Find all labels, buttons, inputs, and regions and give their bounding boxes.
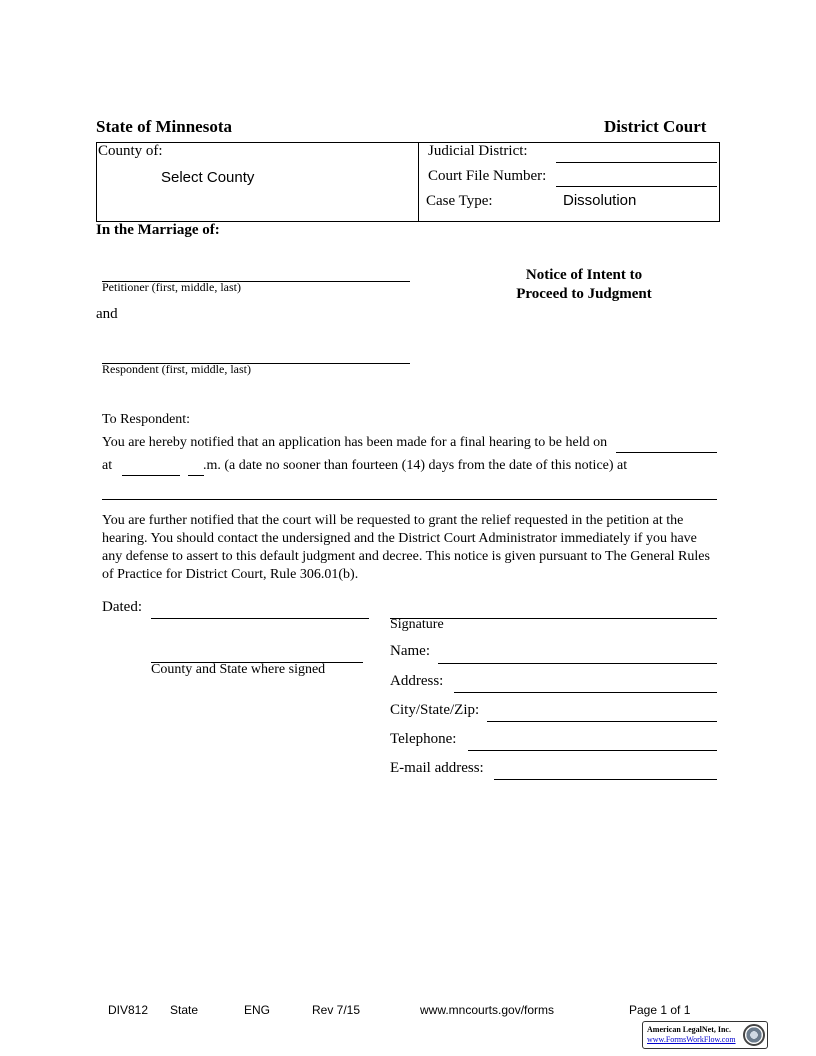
city-state-zip-field[interactable] xyxy=(487,721,717,722)
state-title: State of Minnesota xyxy=(96,117,232,136)
marriage-caption: In the Marriage of: xyxy=(96,222,220,238)
county-label: County of: xyxy=(98,143,163,159)
petitioner-label: Petitioner (first, middle, last) xyxy=(102,280,241,294)
county-state-label: County and State where signed xyxy=(151,662,326,677)
legalnet-logo[interactable] xyxy=(642,1021,768,1049)
notice-line2: .m. (a date no sooner than fourteen (14) days from the date of this notice) at xyxy=(203,458,628,473)
header-divider xyxy=(418,143,419,221)
city-state-zip-label: City/State/Zip: xyxy=(390,702,480,718)
at-text: at xyxy=(102,458,113,473)
signature-label: Signature xyxy=(390,617,444,632)
to-respondent: To Respondent: xyxy=(102,412,191,427)
telephone-label: Telephone: xyxy=(390,731,457,747)
footer-jurisdiction: State xyxy=(170,1003,199,1017)
case-type-label: Case Type: xyxy=(426,193,493,209)
footer-language: ENG xyxy=(244,1003,271,1017)
name-field[interactable] xyxy=(438,663,717,664)
judicial-district-field[interactable] xyxy=(556,162,717,163)
notice-line1: You are hereby notified that an application has been made for a final hearing to be held on xyxy=(102,435,608,450)
court-file-number-field[interactable] xyxy=(556,186,717,187)
county-select[interactable]: Select County xyxy=(161,169,255,186)
name-label: Name: xyxy=(390,643,430,659)
notice-title-line1: Notice of Intent to xyxy=(525,267,643,283)
dated-label: Dated: xyxy=(102,599,142,615)
judicial-district-label: Judicial District: xyxy=(428,143,528,159)
email-label: E-mail address: xyxy=(390,760,484,776)
hearing-time-field[interactable] xyxy=(122,475,180,476)
address-label: Address: xyxy=(390,673,444,689)
logo-line1: American LegalNet, Inc. xyxy=(647,1025,731,1034)
hearing-date-field[interactable] xyxy=(616,452,717,453)
court-file-number-label: Court File Number: xyxy=(428,168,547,184)
logo-line2[interactable]: www.FormsWorkFlow.com xyxy=(647,1035,736,1044)
address-field[interactable] xyxy=(454,692,717,693)
respondent-label: Respondent (first, middle, last) xyxy=(102,362,251,376)
court-title: District Court xyxy=(604,117,707,136)
footer-revision: Rev 7/15 xyxy=(312,1003,361,1017)
footer-page: Page 1 of 1 xyxy=(629,1003,691,1017)
notice-title-line2: Proceed to Judgment xyxy=(516,286,652,302)
globe-icon xyxy=(743,1024,765,1046)
footer-url: www.mncourts.gov/forms xyxy=(420,1003,555,1017)
hearing-location-field[interactable] xyxy=(102,499,717,500)
footer-form-id: DIV812 xyxy=(108,1003,149,1017)
and-text: and xyxy=(96,306,118,322)
am-pm-field[interactable] xyxy=(188,475,204,476)
dated-field[interactable] xyxy=(151,618,369,619)
email-field[interactable] xyxy=(494,779,717,780)
telephone-field[interactable] xyxy=(468,750,717,751)
notice-paragraph: You are further notified that the court will be requested to grant the relief requested in the petition at the hearing. You should contact the undersigned and the District Court Administrator immediately if you have any defense to assert to this default judgment and decree. This notice is given pursuant to The General Rules of Practice for District Court, Rule 306.01(b). xyxy=(102,513,710,582)
case-type-select[interactable]: Dissolution xyxy=(563,192,637,209)
